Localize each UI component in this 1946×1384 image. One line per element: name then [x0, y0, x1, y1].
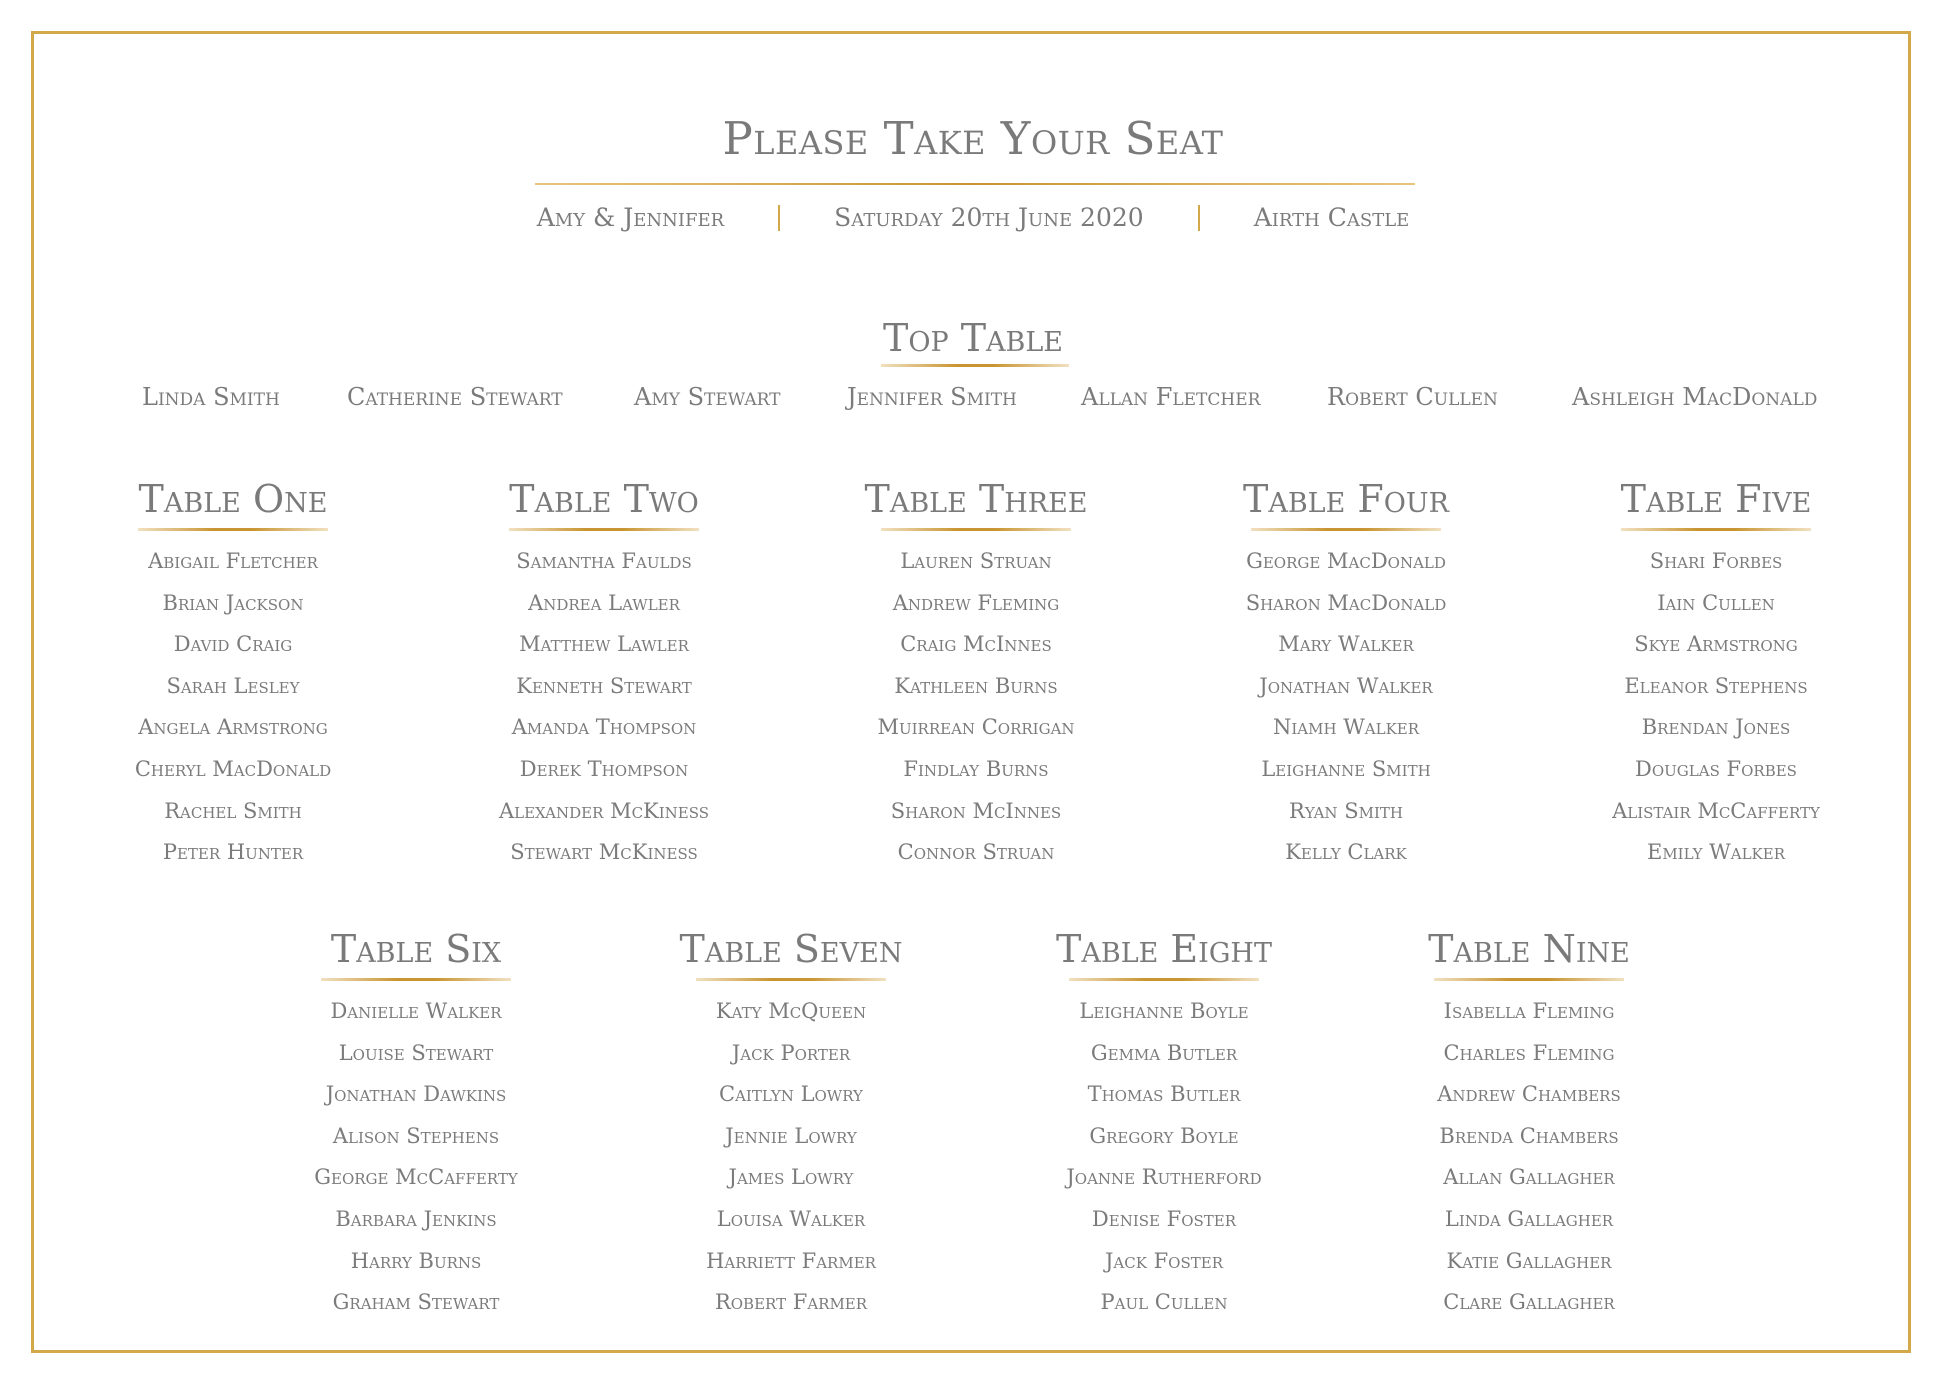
- table-heading: Table Six: [330, 927, 502, 971]
- top-table-underline: [881, 364, 1069, 367]
- guest-name: Alistair McCafferty: [1612, 798, 1820, 823]
- guest-name: Leighanne Boyle: [1079, 999, 1249, 1023]
- guest-name: Brian Jackson: [162, 590, 304, 615]
- top-table-heading: Top Table: [882, 316, 1064, 360]
- guest-name: Denise Foster: [1091, 1206, 1237, 1231]
- guest-list: [1206, 541, 1486, 874]
- guest-list: [836, 541, 1116, 874]
- guest-name: Kathleen Burns: [894, 673, 1058, 698]
- guest-name: Barbara Jenkins: [335, 1206, 497, 1231]
- top-table-guest: Jennifer Smith: [847, 383, 1017, 411]
- guest-name: James Lowry: [728, 1165, 854, 1190]
- guest-name: Joanne Rutherford: [1066, 1165, 1262, 1190]
- table-underline: [509, 528, 699, 531]
- guest-name: Danielle Walker: [330, 999, 502, 1023]
- page-title: Please Take Your Seat: [722, 112, 1224, 165]
- top-table-guest: Robert Cullen: [1327, 383, 1498, 411]
- guest-name: Allan Gallagher: [1443, 1165, 1615, 1190]
- guest-name: Brenda Chambers: [1439, 1123, 1619, 1148]
- guest-name: Isabella Fleming: [1443, 999, 1615, 1023]
- guest-list: [1389, 991, 1669, 1324]
- guest-name: Niamh Walker: [1272, 715, 1420, 740]
- guest-name: Gregory Boyle: [1089, 1123, 1239, 1148]
- guest-list: [464, 541, 744, 874]
- guest-name: Andrew Fleming: [892, 590, 1060, 615]
- top-table-guest: Ashleigh MacDonald: [1572, 383, 1818, 411]
- guest-name: Jonathan Dawkins: [325, 1082, 507, 1107]
- guest-name: Louise Stewart: [338, 1040, 494, 1065]
- guest-name: Andrea Lawler: [528, 590, 680, 615]
- table-underline: [138, 528, 328, 531]
- guest-name: Shari Forbes: [1649, 549, 1783, 573]
- guest-list: [1576, 541, 1856, 874]
- table-heading: Table One: [138, 477, 328, 521]
- couple-names: Amy & Jennifer: [536, 203, 725, 232]
- guest-name: Abigail Fletcher: [148, 549, 318, 573]
- table-underline: [1069, 978, 1259, 981]
- table-heading: Table Eight: [1056, 927, 1272, 971]
- guest-name: George McCafferty: [314, 1165, 518, 1190]
- guest-name: Cheryl MacDonald: [134, 756, 332, 781]
- event-date: Saturday 20th June 2020: [834, 203, 1144, 232]
- guest-name: Katie Gallagher: [1446, 1248, 1612, 1273]
- guest-name: Gemma Butler: [1090, 1040, 1238, 1065]
- table-heading: Table Three: [864, 477, 1088, 521]
- table-eight: [1024, 926, 1304, 1324]
- guest-list: [1024, 991, 1304, 1324]
- guest-name: Findlay Burns: [903, 756, 1049, 781]
- top-table-guest: Amy Stewart: [634, 383, 781, 411]
- guest-name: Leighanne Smith: [1261, 756, 1431, 781]
- table-heading: Table Five: [1620, 477, 1812, 521]
- table-underline: [1621, 528, 1811, 531]
- table-underline: [1251, 528, 1441, 531]
- table-underline: [881, 528, 1071, 531]
- guest-name: Clare Gallagher: [1443, 1290, 1615, 1315]
- guest-name: Muirrean Corrigan: [877, 715, 1075, 740]
- details-separator: [778, 205, 780, 231]
- guest-name: Sharon MacDonald: [1245, 590, 1447, 615]
- guest-name: Kelly Clark: [1285, 840, 1407, 865]
- guest-name: Ryan Smith: [1289, 798, 1403, 823]
- guest-name: Emily Walker: [1646, 840, 1786, 865]
- guest-name: Peter Hunter: [162, 840, 304, 865]
- guest-name: Caitlyn Lowry: [719, 1082, 863, 1107]
- guest-name: Stewart McKiness: [510, 840, 698, 865]
- guest-name: Sharon McInnes: [890, 798, 1062, 823]
- top-table-guest: Catherine Stewart: [347, 383, 563, 411]
- guest-name: Matthew Lawler: [519, 632, 689, 657]
- guest-list: [276, 991, 556, 1324]
- guest-name: Derek Thompson: [519, 756, 689, 781]
- table-heading: Table Nine: [1428, 927, 1630, 971]
- details-separator: [1198, 205, 1200, 231]
- guest-name: Craig McInnes: [900, 632, 1052, 657]
- guest-name: Thomas Butler: [1087, 1082, 1241, 1107]
- guest-name: Amanda Thompson: [511, 715, 697, 740]
- guest-name: Kenneth Stewart: [516, 673, 692, 698]
- guest-name: Jennie Lowry: [725, 1123, 857, 1148]
- guest-name: Eleanor Stephens: [1624, 673, 1808, 698]
- guest-name: Connor Struan: [897, 840, 1055, 865]
- guest-list: [651, 991, 931, 1324]
- guest-name: Harriett Farmer: [706, 1248, 876, 1273]
- guest-name: David Craig: [173, 632, 293, 657]
- table-underline: [696, 978, 886, 981]
- guest-name: Katy McQueen: [715, 999, 867, 1023]
- guest-name: Graham Stewart: [332, 1290, 500, 1315]
- table-underline: [1434, 978, 1624, 981]
- table-seven: [651, 926, 931, 1324]
- table-two: [464, 476, 744, 874]
- event-details: [0, 203, 1946, 232]
- table-heading: Table Two: [509, 477, 699, 521]
- guest-name: Angela Armstrong: [138, 715, 328, 740]
- guest-name: Alison Stephens: [332, 1123, 500, 1148]
- event-venue: Airth Castle: [1253, 203, 1410, 232]
- guest-list: [93, 541, 373, 874]
- table-three: [836, 476, 1116, 874]
- guest-name: Alexander McKiness: [498, 798, 710, 823]
- guest-name: Jack Porter: [731, 1040, 851, 1065]
- guest-name: Iain Cullen: [1657, 590, 1775, 615]
- top-table-guest: Allan Fletcher: [1081, 383, 1261, 411]
- table-nine: [1389, 926, 1669, 1324]
- guest-name: Jonathan Walker: [1259, 673, 1433, 698]
- guest-name: Lauren Struan: [900, 549, 1052, 573]
- title-divider: [535, 183, 1415, 185]
- guest-name: Sarah Lesley: [166, 673, 300, 698]
- table-heading: Table Four: [1243, 477, 1449, 521]
- guest-name: Charles Fleming: [1443, 1040, 1615, 1065]
- table-five: [1576, 476, 1856, 874]
- guest-name: Jack Foster: [1104, 1248, 1223, 1273]
- guest-name: Linda Gallagher: [1444, 1206, 1614, 1231]
- top-table-guest: Linda Smith: [142, 383, 280, 411]
- guest-name: Harry Burns: [350, 1248, 482, 1273]
- table-one: [93, 476, 373, 874]
- guest-name: Paul Cullen: [1100, 1290, 1228, 1315]
- guest-name: Rachel Smith: [164, 798, 302, 823]
- table-six: [276, 926, 556, 1324]
- guest-name: Samantha Faulds: [516, 549, 692, 573]
- guest-name: Robert Farmer: [714, 1290, 868, 1315]
- table-underline: [321, 978, 511, 981]
- guest-name: Louisa Walker: [716, 1206, 866, 1231]
- guest-name: Andrew Chambers: [1437, 1082, 1621, 1107]
- guest-name: Mary Walker: [1278, 632, 1414, 657]
- guest-name: Skye Armstrong: [1634, 632, 1798, 657]
- guest-name: Douglas Forbes: [1635, 756, 1797, 781]
- guest-name: George MacDonald: [1246, 549, 1446, 573]
- table-heading: Table Seven: [679, 927, 903, 971]
- table-four: [1206, 476, 1486, 874]
- guest-name: Brendan Jones: [1641, 715, 1791, 740]
